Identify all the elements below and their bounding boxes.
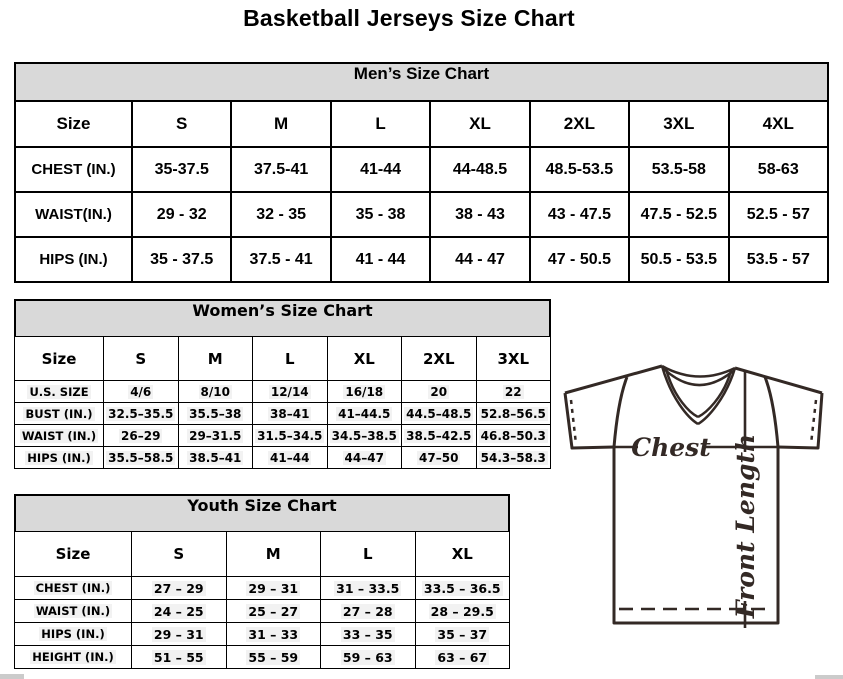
size-value-text: 46.8–50.3 <box>480 428 546 443</box>
size-value-text: 38.5–41 <box>189 450 242 465</box>
size-value-text: 55 – 59 <box>248 649 299 665</box>
column-header: 3XL <box>476 337 551 381</box>
size-value-cell <box>530 192 629 237</box>
column-header: M <box>178 337 253 381</box>
jersey-collar <box>662 366 735 424</box>
size-value-cell <box>178 381 253 403</box>
size-value-text: 58-63 <box>757 160 799 178</box>
column-header: XL <box>327 337 402 381</box>
row-label-text: WAIST (IN.) <box>21 428 97 443</box>
size-value-text: 41–44.5 <box>338 406 391 421</box>
row-label <box>15 192 132 237</box>
size-value-cell <box>629 147 728 192</box>
column-header: L <box>253 337 328 381</box>
table-row <box>15 237 828 282</box>
youth-chart-title: Youth Size Chart <box>14 494 510 533</box>
size-value-text: 50.5 - 53.5 <box>640 250 718 268</box>
size-value-cell <box>132 646 227 669</box>
table-row <box>15 646 510 669</box>
size-value-cell <box>231 237 330 282</box>
size-value-cell <box>629 192 728 237</box>
size-value-cell <box>132 577 227 600</box>
size-value-cell <box>104 447 179 469</box>
size-value-text: 47.5 - 52.5 <box>640 205 718 223</box>
size-value-text: 43 - 47.5 <box>547 205 611 223</box>
size-value-cell <box>415 646 510 669</box>
size-header-cell: Size <box>15 101 132 147</box>
size-value-cell <box>226 600 321 623</box>
size-value-text: 35 - 37.5 <box>150 250 214 268</box>
size-value-cell <box>231 192 330 237</box>
size-value-text: 54.3–58.3 <box>480 450 546 465</box>
womens-chart-title: Women’s Size Chart <box>14 299 551 338</box>
size-value-cell <box>530 147 629 192</box>
size-value-text: 33.5 – 36.5 <box>423 580 501 596</box>
size-value-cell <box>415 623 510 646</box>
size-value-cell <box>178 447 253 469</box>
size-value-text: 28 – 29.5 <box>430 603 494 619</box>
size-value-cell <box>178 425 253 447</box>
row-label-text: HEIGHT (IN.) <box>32 650 114 664</box>
size-value-cell <box>253 447 328 469</box>
table-row <box>15 147 828 192</box>
cutoff-fragment-left <box>0 674 24 679</box>
column-header: 4XL <box>729 101 828 147</box>
size-value-cell <box>729 192 828 237</box>
size-header-cell: Size <box>15 337 104 381</box>
size-value-text: 53.5 - 57 <box>746 250 810 268</box>
column-header: L <box>321 532 416 577</box>
size-value-cell <box>402 447 477 469</box>
size-value-cell <box>331 147 430 192</box>
size-value-text: 31.5–34.5 <box>257 428 323 443</box>
size-value-cell <box>132 147 231 192</box>
size-value-text: 31 – 33 <box>248 626 299 642</box>
size-value-cell <box>402 403 477 425</box>
womens-size-chart <box>14 299 551 469</box>
womens-size-table <box>14 336 551 469</box>
size-value-text: 38 - 43 <box>455 205 505 223</box>
size-value-text: 52.8–56.5 <box>480 406 546 421</box>
size-value-cell <box>321 577 416 600</box>
row-label <box>15 447 104 469</box>
size-value-cell <box>327 425 402 447</box>
size-value-cell <box>178 403 253 425</box>
mens-size-chart <box>14 62 829 283</box>
size-value-cell <box>327 381 402 403</box>
jersey-measurement-diagram <box>555 358 843 650</box>
size-value-cell <box>415 600 510 623</box>
size-value-cell <box>327 447 402 469</box>
size-value-cell <box>231 147 330 192</box>
size-value-text: 8/10 <box>200 384 230 399</box>
row-label <box>15 646 132 669</box>
size-value-cell <box>104 403 179 425</box>
row-label-text: U.S. SIZE <box>29 384 89 399</box>
chest-label: Chest <box>631 433 711 462</box>
size-value-text: 47 - 50.5 <box>547 250 611 268</box>
size-value-text: 31 – 33.5 <box>336 580 400 596</box>
size-value-text: 59 – 63 <box>342 649 393 665</box>
size-value-cell <box>402 425 477 447</box>
size-value-cell <box>476 447 551 469</box>
row-label <box>15 381 104 403</box>
size-value-cell <box>321 600 416 623</box>
mens-chart-title: Men’s Size Chart <box>14 62 829 102</box>
size-value-cell <box>253 403 328 425</box>
size-value-text: 33 – 35 <box>342 626 393 642</box>
row-label <box>15 147 132 192</box>
column-header: L <box>331 101 430 147</box>
size-value-cell <box>415 577 510 600</box>
row-label <box>15 403 104 425</box>
size-value-cell <box>132 237 231 282</box>
row-label <box>15 600 132 623</box>
table-row <box>15 577 510 600</box>
size-value-cell <box>226 623 321 646</box>
size-value-text: 4/6 <box>130 384 152 399</box>
size-value-text: 44-48.5 <box>452 160 508 178</box>
size-value-cell <box>321 623 416 646</box>
size-value-text: 44 - 47 <box>455 250 505 268</box>
size-value-cell <box>430 237 529 282</box>
size-value-cell <box>132 623 227 646</box>
row-label-text: HIPS (IN.) <box>41 627 105 641</box>
size-value-text: 47–50 <box>419 450 459 465</box>
youth-size-chart <box>14 494 510 669</box>
size-value-text: 41–44 <box>270 450 310 465</box>
size-value-cell <box>253 381 328 403</box>
size-value-text: 35 – 37 <box>437 626 488 642</box>
size-value-cell <box>629 237 728 282</box>
table-row <box>15 192 828 237</box>
column-header: XL <box>430 101 529 147</box>
size-value-text: 35-37.5 <box>154 160 209 178</box>
size-value-text: 25 – 27 <box>248 603 299 619</box>
row-label-text: CHEST (IN.) <box>35 581 111 595</box>
column-header: S <box>104 337 179 381</box>
column-header: S <box>132 101 231 147</box>
size-value-cell <box>321 646 416 669</box>
size-value-text: 44.5–48.5 <box>406 406 472 421</box>
size-value-cell <box>331 192 430 237</box>
size-value-text: 29 - 32 <box>156 205 207 223</box>
table-row <box>15 381 551 403</box>
row-label-text: CHEST (IN.) <box>31 161 116 178</box>
size-value-cell <box>253 425 328 447</box>
size-value-cell <box>132 600 227 623</box>
size-header-cell: Size <box>15 532 132 577</box>
mens-size-table <box>14 100 829 283</box>
size-value-cell <box>729 147 828 192</box>
size-value-text: 38–41 <box>270 406 310 421</box>
size-value-cell <box>530 237 629 282</box>
size-value-cell <box>476 381 551 403</box>
column-header: M <box>226 532 321 577</box>
size-value-text: 29 – 31 <box>248 580 299 596</box>
size-value-text: 51 – 55 <box>153 649 204 665</box>
size-value-cell <box>430 192 529 237</box>
table-row <box>15 600 510 623</box>
size-value-text: 53.5-58 <box>651 160 706 178</box>
front-length-label: Front Length <box>731 433 760 619</box>
size-value-text: 27 – 28 <box>342 603 393 619</box>
size-value-cell <box>226 646 321 669</box>
size-value-text: 24 – 25 <box>153 603 204 619</box>
youth-size-table <box>14 531 510 669</box>
row-label-text: HIPS (IN.) <box>27 450 91 465</box>
size-value-text: 35.5–58.5 <box>108 450 174 465</box>
column-header: XL <box>415 532 510 577</box>
size-value-text: 35.5–38 <box>189 406 242 421</box>
table-row <box>15 623 510 646</box>
size-value-cell <box>430 147 529 192</box>
size-value-text: 12/14 <box>270 384 309 399</box>
size-value-cell <box>476 403 551 425</box>
cutoff-fragment-right <box>815 675 843 679</box>
row-label <box>15 237 132 282</box>
size-value-text: 20 <box>430 384 448 399</box>
row-label <box>15 623 132 646</box>
table-row <box>15 403 551 425</box>
row-label-text: WAIST(IN.) <box>35 206 112 223</box>
size-value-text: 35 - 38 <box>355 205 406 223</box>
column-header: 2XL <box>402 337 477 381</box>
size-value-text: 29–31.5 <box>189 428 242 443</box>
size-value-text: 29 – 31 <box>153 626 204 642</box>
row-label <box>15 577 132 600</box>
row-label-text: WAIST (IN.) <box>35 604 111 618</box>
page-title: Basketball Jerseys Size Chart <box>243 5 575 31</box>
size-value-text: 32 - 35 <box>256 205 307 223</box>
column-header: 2XL <box>530 101 629 147</box>
size-value-text: 34.5–38.5 <box>331 428 397 443</box>
size-value-cell <box>331 237 430 282</box>
column-header: M <box>231 101 330 147</box>
row-label-text: BUST (IN.) <box>25 406 93 421</box>
size-value-text: 16/18 <box>345 384 384 399</box>
column-header: S <box>132 532 227 577</box>
size-value-text: 22 <box>504 384 522 399</box>
size-value-text: 63 – 67 <box>437 649 488 665</box>
size-value-cell <box>327 403 402 425</box>
table-row <box>15 425 551 447</box>
size-value-cell <box>729 237 828 282</box>
size-value-cell <box>476 425 551 447</box>
size-value-cell <box>132 192 231 237</box>
size-value-text: 48.5-53.5 <box>545 160 614 178</box>
size-value-text: 52.5 - 57 <box>746 205 810 223</box>
jersey-outline <box>565 366 822 393</box>
table-row <box>15 447 551 469</box>
row-label-text: HIPS (IN.) <box>39 251 108 268</box>
size-value-text: 38.5–42.5 <box>406 428 472 443</box>
row-label <box>15 425 104 447</box>
size-value-cell <box>402 381 477 403</box>
size-value-text: 32.5–35.5 <box>108 406 174 421</box>
size-value-text: 27 – 29 <box>153 580 204 596</box>
size-value-cell <box>104 381 179 403</box>
size-value-text: 37.5 - 41 <box>249 250 313 268</box>
size-value-text: 41-44 <box>360 160 402 178</box>
size-value-text: 26–29 <box>121 428 161 443</box>
size-value-text: 41 - 44 <box>355 250 406 268</box>
size-value-cell <box>104 425 179 447</box>
size-value-text: 37.5-41 <box>254 160 309 178</box>
column-header: 3XL <box>629 101 728 147</box>
size-value-cell <box>226 577 321 600</box>
size-value-text: 44–47 <box>344 450 384 465</box>
